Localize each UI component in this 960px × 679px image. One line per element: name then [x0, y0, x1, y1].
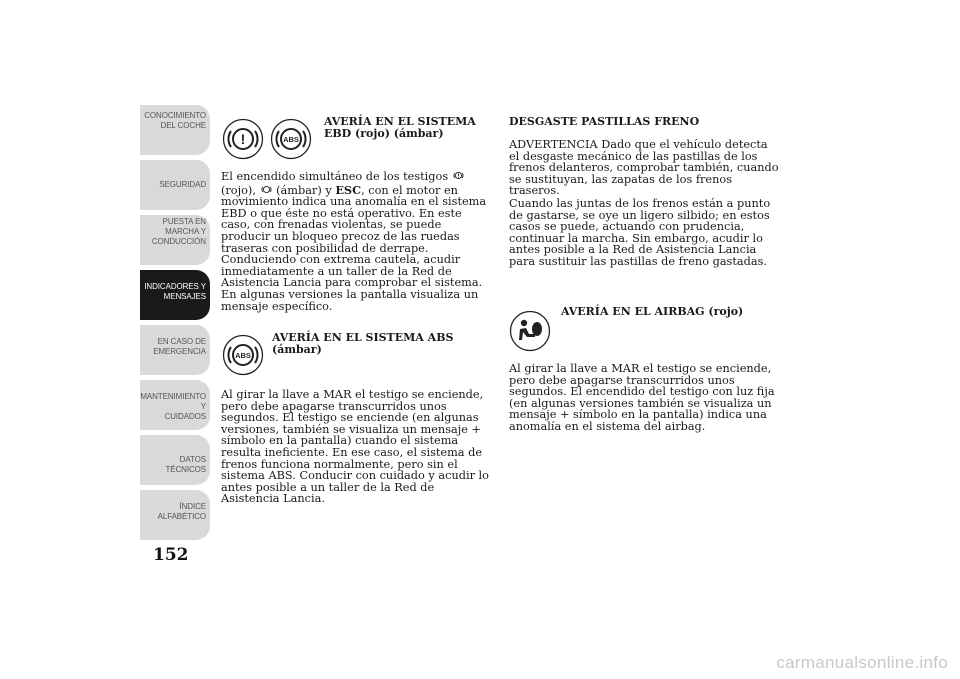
abs-icon [270, 118, 312, 160]
ebd-heading: AVERÍA EN EL SISTEMA EBD (rojo) (ámbar) [324, 115, 476, 140]
svg-text:ABS: ABS [283, 135, 299, 144]
tab-seguridad[interactable]: SEGURIDAD [140, 160, 210, 210]
airbag-warning-icon [509, 310, 551, 352]
svg-text:ABS: ABS [235, 351, 251, 360]
pads-paragraph-2: Cuando las juntas de los frenos están a punto de gastarse, se oye un ligero silbido; en estos casos se puede, actuando con prudencia, continuar la marcha. Sin embargo, acudir lo antes posible a la Red de Asistencia Lancia para sustituir las pastillas de freno gastadas. [509, 197, 771, 268]
abs-paragraph: Al girar la llave a MAR el testigo se enciende, pero debe apagarse transcurridos unos segundos. El testigo se enciende (en algunas versiones, también se visualiza un mensaje + símbolo en la pantalla) cuando el sistema resulta ineficiente. En ese caso, el sistema de frenos funciona normalmente, pero sin el sistema ABS. Conducir con cuidado y acudir lo antes posible a un taller de la Red de Asistencia Lancia. [221, 388, 489, 506]
tab-indice[interactable]: ÍNDICE ALFABÉTICO [140, 490, 210, 540]
brake-warning-icon [222, 118, 264, 160]
abs-warning-icon [222, 334, 264, 376]
watermark: carmanualsonline.info [776, 653, 948, 672]
tab-mantenimiento[interactable]: MANTENIMIENTO Y CUIDADOS [140, 380, 210, 430]
tab-emergencia[interactable]: EN CASO DE EMERGENCIA [140, 325, 210, 375]
pads-paragraph-1: ADVERTENCIA Dado que el vehículo detecta el desgaste mecánico de las pastillas de los frenos delanteros, comprobar también, cuando se sustituyan, las zapatas de los frenos traseros. [509, 138, 779, 198]
airbag-heading: AVERÍA EN EL AIRBAG (rojo) [561, 305, 744, 318]
abs-heading: AVERÍA EN EL SISTEMA ABS (ámbar) [272, 331, 454, 356]
airbag-paragraph: Al girar la llave a MAR el testigo se enciende, pero debe apagarse transcurridos unos segundos. El encendido del testigo con luz fija (en algunas versiones también se visualiza un mensaje + símbolo en la pantalla) indica una anomalía en el sistema del airbag. [509, 362, 775, 433]
brake-mark: ! [240, 131, 246, 147]
brake-inline-icon [452, 169, 465, 182]
ebd-paragraph: El encendido simultáneo de los testigos (rojo), (ámbar) y ESC, con el motor en movimiento indica una anomalía en el sistema EBD o que éste no está operativo. En este caso, con frenadas violentas, se puede producir un bloqueo precoz de las ruedas traseras con posibilidad de derrape. Conduciendo con extrema cautela, acudir inmediatamente a un taller de la Red de Asistencia Lancia para comprobar el sistema. En algunas versiones la pantalla visualiza un mensaje específico. [221, 170, 487, 313]
abs-inline-icon [260, 183, 273, 196]
page-number: 152 [153, 545, 189, 565]
tab-conocimiento[interactable]: CONOCIMIENTO DEL COCHE [140, 105, 210, 155]
tab-indicadores[interactable]: INDICADORES Y MENSAJES [140, 270, 210, 320]
pads-heading: DESGASTE PASTILLAS FRENO [509, 115, 700, 128]
tab-puesta-en-marcha[interactable]: PUESTA EN MARCHA Y CONDUCCIÓN [140, 215, 210, 265]
tab-datos-tecnicos[interactable]: DATOS TÉCNICOS [140, 435, 210, 485]
